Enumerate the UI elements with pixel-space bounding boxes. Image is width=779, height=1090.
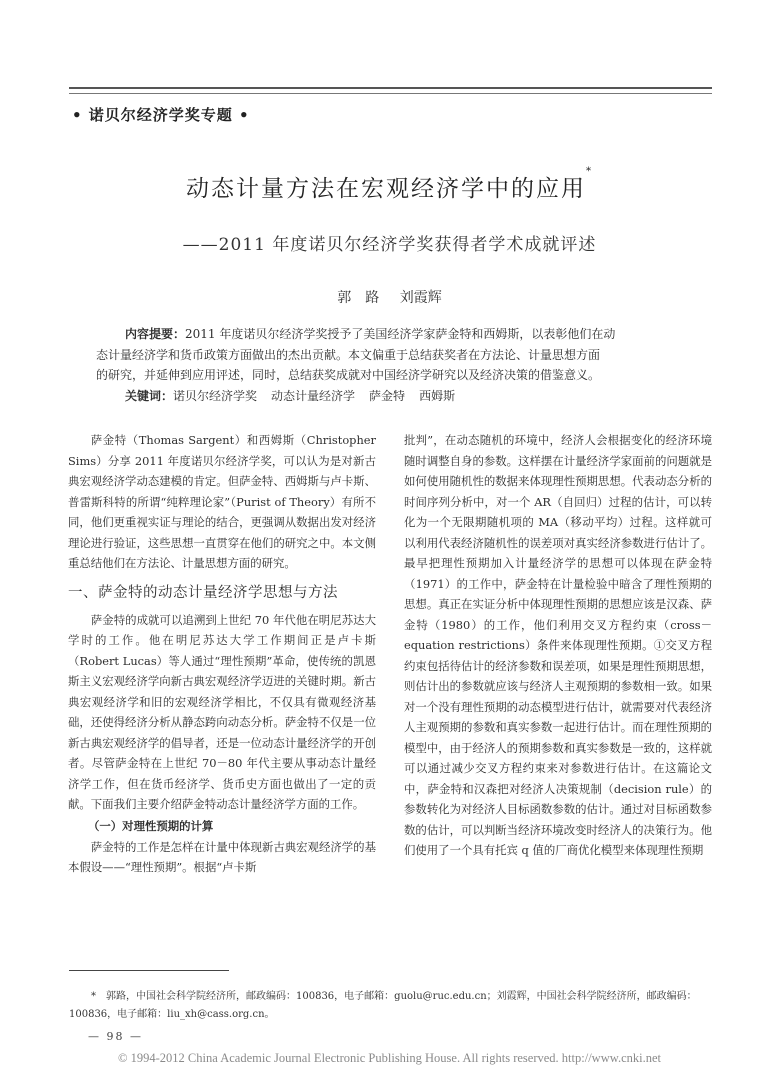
section-header: • 诺贝尔经济学奖专题 •: [72, 106, 250, 124]
body-paragraph: 批判”，在动态随机的环境中，经济人会根据变化的经济环境随时调整自身的参数。这样摆在计量经济学家面前的问题就是如何使用随机性的数据来体现理性预期思想。代表动态分析的时间序列分析中，对一个 AR（自回归）过程的估计，可以转化为一个无限期随机项的 MA（移动平均）过程。这样就可以利用代表经济随机性的误差项对真实经济参数进行估计了。最早把理性预期加入计量经济学的思想可以体现在萨金特（1971）的工作中，萨金特在计量检验中暗含了理性预期的思想。真正在实证分析中体现理性预期的思想应该是汉森、萨金特（1980）的工作，他们利用交叉方程约束（cross－equation restrictions）条件来体现理性预期。①交叉方程约束包括待估计的经济参数和误差项，如果是理性预期思想，则估计出的参数就应该与经济人主观预期的参数相一致。如果对一个没有理性预期的动态模型进行估计，就需要对代表经济人主观预期的参数和真实参数一起进行估计。而在理性预期的模型中，由于经济人的预期参数和真实参数是一致的，这样就可以通过减少交叉方程约束来对参数进行估计。在这篇论文中，萨金特和汉森把对经济人决策规制（decision rule）的参数转化为对经济人目标函数参数的估计。通过对目标函数参数的估计，可以判断当经济环境改变时经济人的决策行为。他们使用了一个具有托宾 q 值的厂商优化模型来体现理性预期: [404, 433, 712, 857]
body-paragraph: 萨金特的工作是怎样在计量中体现新古典宏观经济学的基本假设——“理性预期”。根据“卢卡斯: [68, 839, 376, 874]
subsection-heading: （一）对理性预期的计算: [88, 818, 214, 833]
left-column: [68, 430, 376, 878]
page-number: — 98 —: [88, 1030, 143, 1043]
intro-paragraph: 萨金特（Thomas Sargent）和西姆斯（Christopher Sims）分享 2011 年度诺贝尔经济学奖，可以认为是对新古典宏观经济学动态建模的肯定。但萨金特、西姆斯与卢卡斯、普雷斯科特的所谓“纯粹理论家”（Purist of Theory）有所不同，他们更重视实证与理论的结合，更强调从数据出发对经济理论进行验证，这些思想一直贯穿在他们的研究之中。本文侧重总结他们在方法论、计量思想方面的研究。: [68, 433, 376, 570]
abstract-label: 内容提要：: [125, 327, 186, 341]
keyword: 西姆斯: [419, 389, 456, 403]
abstract-line-3: 的研究，并延伸到应用评述，同时，总结获奖成就对中国经济学研究以及经济决策的借鉴意义。: [96, 368, 601, 382]
keywords-label: 关键词：: [125, 389, 174, 403]
keyword: 萨金特: [369, 389, 406, 403]
footnote-mark: *: [91, 991, 96, 1002]
article-title: [0, 166, 779, 203]
title-footnote-mark: *: [586, 166, 593, 177]
section-heading: 一、萨金特的动态计量经济学思想与方法: [68, 584, 338, 601]
footnote: [69, 988, 711, 1024]
article-title-text: 动态计量方法在宏观经济学中的应用: [186, 176, 586, 202]
keywords: [125, 387, 469, 404]
keyword: 动态计量经济学: [271, 389, 356, 403]
author-1: 郭 路: [337, 290, 380, 306]
header-rule-thin: [69, 93, 712, 94]
keyword: 诺贝尔经济学奖: [173, 389, 258, 403]
footnote-text: 郭路，中国社会科学院经济所，邮政编码：100836，电子邮箱：guolu@ruc.edu.cn；刘霞辉，中国社会科学院经济所，邮政编码：100836，电子邮箱：liu_xh@cass.org.cn。: [69, 991, 697, 1020]
right-column: [404, 430, 712, 861]
header-rule-thick: [69, 87, 712, 89]
abstract-line-1: 内容提要：2011 年度诺贝尔经济学奖授予了美国经济学家萨金特和西姆斯，以表彰他们在动: [96, 324, 694, 345]
article-subtitle: ——2011 年度诺贝尔经济学奖获得者学术成就评述: [182, 235, 597, 255]
copyright-notice: © 1994-2012 China Academic Journal Electronic Publishing House. All rights reserved. http://www.cnki.net: [118, 1051, 661, 1065]
abstract: [96, 324, 694, 386]
footnote-rule: [69, 970, 229, 971]
abstract-line-2: 态计量经济学和货币政策方面做出的杰出贡献。本文偏重于总结获奖者在方法论、计量思想方面: [96, 347, 601, 362]
body-paragraph: 萨金特的成就可以追溯到上世纪 70 年代他在明尼苏达大学时的工作。他在明尼苏达大学工作期间正是卢卡斯（Robert Lucas）等人通过“理性预期”革命，使传统的凯恩斯主义宏观经济学向新古典宏观经济学迈进的关键时期。新古典宏观经济学和旧的宏观经济学相比，不仅具有微观经济基础，还使得经济分析从静态跨向动态分析。萨金特不仅是一位新古典宏观经济学的倡导者，还是一位动态计量经济学的开创者。尽管萨金特在上世纪 70－80 年代主要从事动态计量经济学工作，但在货币经济学、货币史方面也做出了一定的贡献。下面我们主要介绍萨金特动态计量经济学方面的工作。: [68, 612, 376, 811]
author-2: 刘霞辉: [399, 290, 442, 306]
authors: [0, 287, 779, 307]
